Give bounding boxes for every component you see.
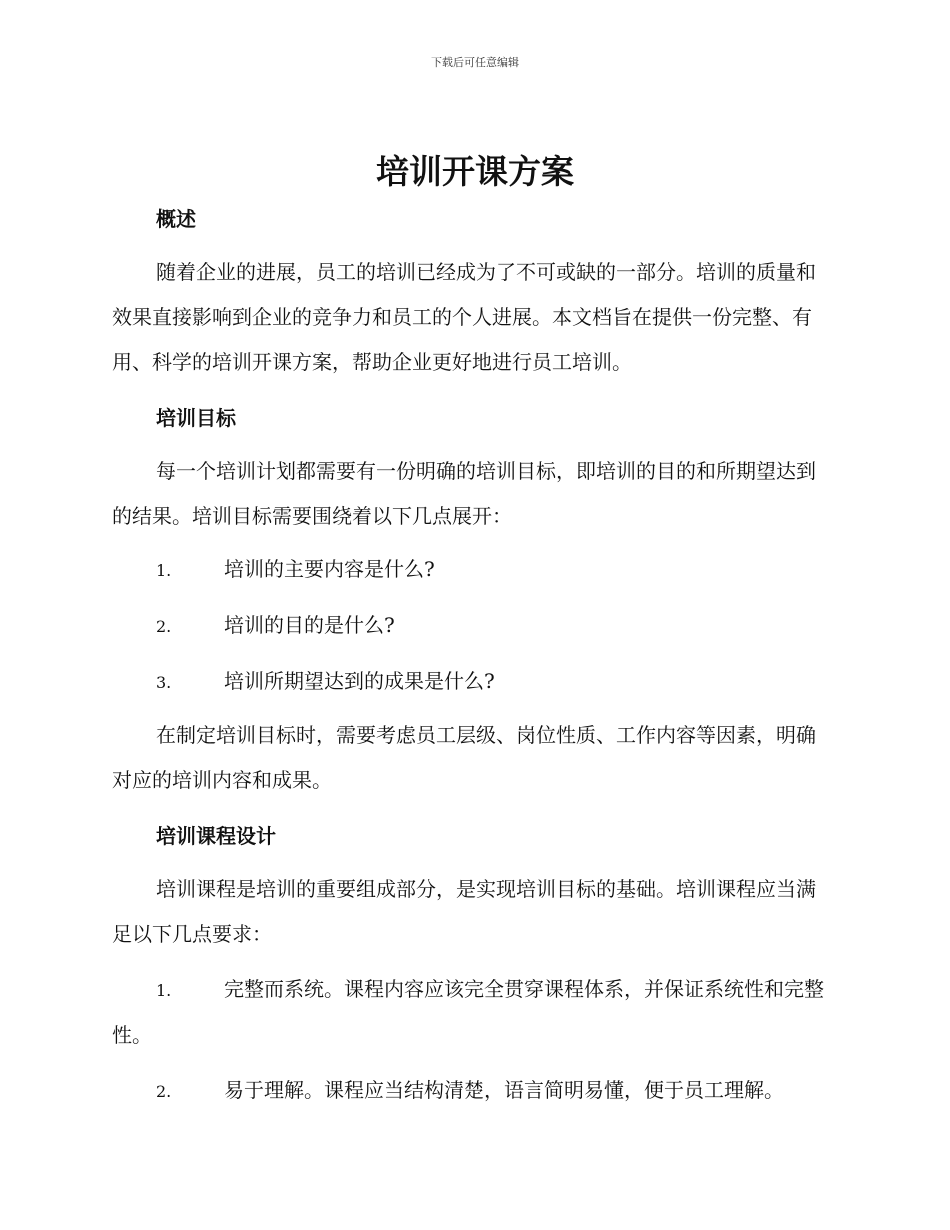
list-item-text: 易于理解。课程应当结构清楚，语言简明易懂，便于员工理解。 xyxy=(224,1078,784,1102)
list-number: 2. xyxy=(156,617,172,636)
document-body xyxy=(112,196,832,1114)
list-number: 1. xyxy=(156,561,172,580)
list-item-text: 培训的主要内容是什么? xyxy=(224,557,435,581)
document-title: 培训开课方案 xyxy=(376,152,574,191)
section-heading-course-design: 培训课程设计 xyxy=(156,824,276,848)
list-number: 3. xyxy=(156,673,172,692)
list-number: 1. xyxy=(156,981,172,1000)
section-heading-training-goals: 培训目标 xyxy=(156,406,236,430)
list-item xyxy=(112,547,832,593)
list-number: 2. xyxy=(156,1082,172,1101)
list-item-text: 培训所期望达到的成果是什么? xyxy=(224,669,495,693)
list-item-text: 培训的目的是什么? xyxy=(224,613,395,637)
training-goals-followup-paragraph: 在制定培训目标时，需要考虑员工层级、岗位性质、工作内容等因素，明确对应的培训内容和成果。 xyxy=(112,723,816,792)
overview-paragraph: 随着企业的进展，员工的培训已经成为了不可或缺的一部分。培训的质量和效果直接影响到企业的竞争力和员工的个人进展。本文档旨在提供一份完整、有用、科学的培训开课方案，帮助企业更好地进行员工培训。 xyxy=(112,260,816,374)
section-heading-overview: 概述 xyxy=(156,207,196,231)
list-item xyxy=(112,967,832,1058)
list-item xyxy=(112,603,832,649)
course-design-paragraph: 培训课程是培训的重要组成部分，是实现培训目标的基础。培训课程应当满足以下几点要求： xyxy=(112,877,816,946)
list-item xyxy=(112,1068,832,1114)
list-item-text: 完整而系统。课程内容应该完全贯穿课程体系，并保证系统性和完整性。 xyxy=(112,977,824,1047)
header-note: 下载后可任意编辑 xyxy=(431,56,519,69)
training-goals-paragraph: 每一个培训计划都需要有一份明确的培训目标，即培训的目的和所期望达到的结果。培训目标需要围绕着以下几点展开： xyxy=(112,459,816,528)
list-item xyxy=(112,659,832,705)
